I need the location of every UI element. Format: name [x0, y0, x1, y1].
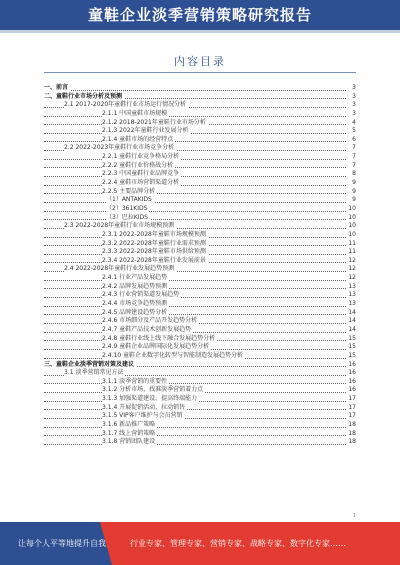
toc-entry[interactable]	[44, 438, 356, 447]
toc-entry-page: 13	[348, 282, 356, 290]
toc-entry-label: （1）ANTAKIDS	[106, 196, 152, 204]
toc-entry[interactable]	[44, 421, 356, 430]
toc-entry-label: 2.4.2 品牌发展趋势预测	[102, 282, 168, 290]
toc-entry-label: 2.4.5 品牌建设趋势分析	[102, 308, 168, 316]
toc-leader-dots	[44, 176, 346, 177]
toc-entry-page: 10	[348, 230, 356, 238]
toc-leader-dots	[44, 167, 346, 168]
toc-entry-page: 15	[348, 334, 356, 342]
toc-entry[interactable]	[44, 343, 356, 352]
toc-entry-page: 9	[352, 179, 356, 187]
toc-leader-dots	[44, 409, 346, 410]
toc-entry[interactable]	[44, 361, 356, 370]
toc-leader-dots	[44, 116, 346, 117]
toc-entry-label: 2.4.7 童鞋产品技术创新发展趋势	[102, 325, 192, 333]
toc-entry[interactable]	[44, 352, 356, 361]
toc-entry-page: 17	[348, 412, 356, 420]
toc-entry-label: 2.4.3 行业营销渠道发展趋势	[102, 291, 180, 299]
toc-leader-dots	[44, 280, 346, 281]
toc-entry-page: 3	[352, 84, 356, 91]
toc-entry[interactable]	[44, 430, 356, 439]
toc-entry[interactable]	[44, 369, 356, 378]
toc-leader-dots	[44, 133, 346, 134]
toc-title-rule	[44, 72, 356, 73]
toc-entry-label: 2.3.3 2022-2028年童鞋市场供给预测	[102, 248, 206, 256]
toc-entry-label: 3.1.1 淡季营销的重要性	[102, 377, 168, 385]
toc-leader-dots	[44, 418, 346, 419]
toc-leader-dots	[44, 314, 346, 315]
toc-entry-label: 2.4.1 行业产品发展趋势	[102, 274, 168, 282]
toc-entry[interactable]	[44, 283, 356, 292]
toc-entry-label: 3.1.6 新品推广策略	[102, 420, 156, 428]
toc-entry[interactable]	[44, 317, 356, 326]
toc-leader-dots	[44, 306, 346, 307]
toc-entry-label: 2.3.4 2022-2028年童鞋行业发展前景	[102, 256, 206, 264]
toc-entry-label: 2.2.2 童鞋行业价格战分析	[102, 161, 174, 169]
page-number: 1	[352, 513, 356, 519]
toc-entry-page: 7	[352, 161, 356, 169]
toc-entry-page: 7	[352, 144, 356, 152]
toc-entry[interactable]	[44, 395, 356, 404]
toc-entry-label: 3.1.8 营销团队建设	[102, 438, 156, 446]
toc-entry-label: （3）巴拉KIDS	[106, 213, 148, 221]
toc-entry-page: 16	[348, 377, 356, 385]
toc-entry-label: 2.3 2022-2028年童鞋行业市场规模预测	[64, 222, 175, 230]
toc-entry-label: 2.1.4 童鞋市场的经营特点	[102, 135, 174, 143]
toc-entry[interactable]	[44, 127, 356, 136]
toc-entry-label: 2.4.4 市场竞争趋势预测	[102, 300, 168, 308]
toc-leader-dots	[44, 297, 346, 298]
toc-leader-dots	[44, 288, 346, 289]
toc-entry-page: 3	[352, 92, 356, 100]
toc-entry-label: 2.1.3 2022年童鞋行业发展分析	[102, 127, 189, 135]
report-title: 童鞋企业淡季营销策略研究报告	[87, 6, 312, 24]
toc-entry-label: 3.1.5 VIP客户维护与会员营销	[102, 412, 183, 420]
toc-entry[interactable]	[44, 412, 356, 421]
toc-leader-dots	[44, 185, 346, 186]
toc-entry[interactable]	[44, 188, 356, 197]
toc-entry-label: 2.2.1 童鞋行业竞争格局分析	[102, 153, 180, 161]
toc-entry[interactable]	[44, 170, 356, 179]
toc-entry-label: 2.3.2 2022-2028年童鞋行业需求预测	[102, 239, 206, 247]
toc-entry-page: 14	[348, 325, 356, 333]
toc-entry[interactable]	[44, 119, 356, 128]
toc-entry-label: 3.1.7 线上营销策略	[102, 429, 156, 437]
toc-entry-page: 9	[352, 187, 356, 195]
toc-entry-page: 12	[348, 265, 356, 273]
toc-entry-page: 16	[348, 360, 356, 368]
toc-entry-page: 11	[348, 239, 356, 247]
toc-entry-label: 3.1.2 分析市场，找准淡季营销着力点	[102, 386, 204, 394]
toc-entry-label: 2.1.1 中国童鞋市场规模	[102, 109, 168, 117]
footer-banner	[0, 522, 400, 565]
toc-entry-page: 16	[348, 369, 356, 377]
toc-entry-page: 9	[352, 196, 356, 204]
toc-entry-page: 7	[352, 153, 356, 161]
toc-entry[interactable]	[44, 153, 356, 162]
toc-leader-dots	[44, 159, 346, 160]
toc-entry-label: 2.2.4 童鞋市场营销渠道分析	[102, 179, 180, 187]
toc-entry-page: 15	[348, 343, 356, 351]
toc-leader-dots	[44, 444, 346, 445]
toc-entry-label: 2.4 2022-2028年童鞋行业发展趋势预测	[64, 265, 175, 273]
toc-entry-page: 3	[352, 101, 356, 109]
toc-entry-label: 2.1.2 2018-2021年童鞋行业市场分析	[102, 118, 206, 126]
footer-right-panel	[112, 522, 400, 565]
toc-entry[interactable]	[44, 84, 356, 93]
toc-leader-dots	[44, 383, 346, 384]
header-divider	[0, 30, 400, 33]
footer-slogan: 让每个人平等地提升自我	[18, 539, 106, 548]
toc-entry-label: 3.1.3 加强渠道建设，提高终端能力	[102, 395, 198, 403]
toc-entry-page: 18	[348, 438, 356, 446]
toc-entry[interactable]	[44, 222, 356, 231]
toc-entry[interactable]	[44, 240, 356, 249]
toc-entry-page: 12	[348, 274, 356, 282]
toc-entry-page: 18	[348, 429, 356, 437]
toc-entry-label: 3.1 淡季营销常见方法	[64, 369, 124, 377]
toc-title: 内容目录	[174, 55, 226, 68]
toc-entry-page: 4	[352, 118, 356, 126]
toc-entry-label: 2.2.5 主要品牌分析	[102, 187, 156, 195]
toc-leader-dots	[44, 211, 346, 212]
toc-leader-dots	[44, 90, 346, 91]
toc-leader-dots	[44, 427, 346, 428]
toc-entry-page: 11	[348, 248, 356, 256]
toc-entry-page: 10	[348, 213, 356, 221]
toc-entry-label: 2.4.9 童鞋企业品牌国际化发展趋势分析	[102, 343, 210, 351]
toc-entry[interactable]	[44, 110, 356, 119]
toc-entry[interactable]	[44, 162, 356, 171]
toc-entry[interactable]	[44, 214, 356, 223]
toc-entry[interactable]	[44, 291, 356, 300]
toc-entry-page: 13	[348, 300, 356, 308]
toc-entry-label: （2）361KIDS	[106, 204, 148, 212]
toc-entry-page: 17	[348, 403, 356, 411]
toc-entry-page: 14	[348, 308, 356, 316]
toc-entry-label: 2.4.8 童鞋行业线上线下融合发展趋势分析	[102, 334, 216, 342]
toc-entry[interactable]	[44, 93, 356, 102]
toc-entry-page: 18	[348, 420, 356, 428]
toc-entry-label: 一、前言	[44, 84, 69, 91]
toc-entry[interactable]	[44, 386, 356, 395]
toc-entry-page: 8	[352, 170, 356, 178]
toc-entry[interactable]	[44, 326, 356, 335]
toc-entry[interactable]	[44, 300, 356, 309]
toc-entry-page: 10	[348, 204, 356, 212]
toc-entry-label: 2.4.10 童鞋企业数字化转型与智能制造发展趋势分析	[102, 351, 243, 359]
toc-entry-label: 二、童鞋行业市场分析及预测	[44, 92, 123, 100]
toc-entry-page: 17	[348, 395, 356, 403]
toc-entry[interactable]	[44, 274, 356, 283]
footer-experts-text: 行业专家、管理专家、营销专家、战略专家、数字化专家……	[130, 539, 346, 548]
toc-entry[interactable]	[44, 196, 356, 205]
toc-leader-dots	[44, 141, 346, 142]
toc-entry-label: 三、童鞋企业淡季营销对策及建议	[44, 360, 135, 368]
toc-entry[interactable]	[44, 265, 356, 274]
toc-leader-dots	[44, 435, 346, 436]
toc-entry-page: 10	[348, 222, 356, 230]
toc-entry[interactable]	[44, 335, 356, 344]
toc-entry-label: 2.1 2017-2020年童鞋行业市场运行情况分析	[64, 101, 187, 109]
table-of-contents	[44, 84, 356, 447]
toc-leader-dots	[44, 219, 346, 220]
toc-entry-page: 14	[348, 317, 356, 325]
toc-entry-page: 3	[352, 109, 356, 117]
toc-entry-page: 12	[348, 256, 356, 264]
header-bar	[0, 0, 400, 30]
toc-entry[interactable]	[44, 248, 356, 257]
toc-entry-page: 15	[348, 351, 356, 359]
toc-entry-page: 16	[348, 386, 356, 394]
toc-entry-page: 13	[348, 291, 356, 299]
toc-entry-label: 2.3.1 2022-2028年童鞋市场规模预测	[102, 230, 206, 238]
toc-entry[interactable]	[44, 205, 356, 214]
toc-entry-page: 6	[352, 135, 356, 143]
toc-entry[interactable]	[44, 231, 356, 240]
footer-divider-shape	[100, 522, 112, 565]
toc-leader-dots	[44, 202, 346, 203]
toc-entry[interactable]	[44, 404, 356, 413]
toc-entry[interactable]	[44, 101, 356, 110]
toc-entry-label: 3.1.4 开展促销活动，拉动销售	[102, 403, 186, 411]
toc-entry-label: 2.4.6 市场细分及产品开发趋势分析	[102, 317, 198, 325]
toc-entry[interactable]	[44, 144, 356, 153]
footer-left-panel	[0, 522, 112, 565]
toc-entry-label: 2.2.3 中国童鞋行业品牌竞争	[102, 170, 180, 178]
toc-entry[interactable]	[44, 309, 356, 318]
toc-leader-dots	[44, 193, 346, 194]
toc-entry-label: 2.2 2022-2023年童鞋行业市场竞争分析	[64, 144, 175, 152]
toc-entry[interactable]	[44, 179, 356, 188]
toc-leader-dots	[44, 332, 346, 333]
toc-entry-page: 5	[352, 127, 356, 135]
